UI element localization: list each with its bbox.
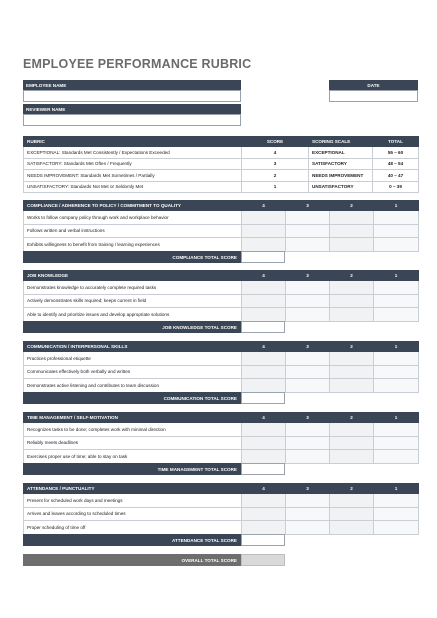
employee-name-label: EMPLOYEE NAME (26, 82, 67, 88)
criteria-text: Works to follow company policy through work and workplace behavior (24, 211, 242, 225)
date-header (329, 80, 418, 90)
score-column-header: 1 (374, 484, 419, 494)
criteria-text: Communicates effectively both verbally and written (24, 365, 242, 379)
rubric-scale: EXCEPTIONAL (309, 147, 373, 159)
employee-name-field[interactable] (23, 90, 241, 102)
score-cell[interactable] (242, 450, 286, 464)
rubric-description: EXCEPTIONAL: Standards Met Consistently / Expectations Exceeded (24, 147, 242, 159)
reviewer-name-label: REVIEWER NAME (26, 106, 66, 112)
criteria-row (24, 238, 419, 252)
rubric-row (24, 147, 419, 159)
section-header-row (24, 413, 419, 423)
rubric-description: UNSATISFACTORY: Standards Not Met or Seldomly Met (24, 181, 242, 193)
overall-total-label (23, 554, 241, 566)
criteria-row (24, 224, 419, 238)
criteria-row (24, 294, 419, 308)
score-cell[interactable] (242, 436, 286, 450)
rubric-scale: SATISFACTORY (309, 158, 373, 170)
rubric-row (24, 170, 419, 182)
section-total-text: JOB KNOWLEDGE TOTAL SCORE (162, 324, 237, 330)
score-column-header: 2 (330, 413, 374, 423)
score-column-header: 4 (242, 413, 286, 423)
score-column-header: 1 (374, 271, 419, 281)
rubric-scale: NEEDS IMPROVEMENT (309, 170, 373, 182)
criteria-row (24, 211, 419, 225)
score-cell[interactable] (286, 352, 330, 366)
score-column-header: 4 (242, 484, 286, 494)
rubric-total: 0 – 39 (373, 181, 419, 193)
rubric-total: 48 – 54 (373, 158, 419, 170)
score-cell[interactable] (286, 507, 330, 521)
section-total-text: COMPLIANCE TOTAL SCORE (172, 254, 237, 260)
score-cell[interactable] (374, 238, 419, 252)
score-column-header: 2 (330, 342, 374, 352)
criteria-text: Demonstrates knowledge to accurately complete required tasks (24, 281, 242, 295)
score-cell[interactable] (374, 521, 419, 535)
score-cell[interactable] (330, 281, 374, 295)
criteria-text: Arrives and leaves according to scheduled times (24, 507, 242, 521)
criteria-row (24, 352, 419, 366)
score-column-header: 4 (242, 201, 286, 211)
score-cell[interactable] (286, 436, 330, 450)
score-cell[interactable] (330, 436, 374, 450)
section-table (23, 412, 419, 464)
score-column-header: 1 (374, 201, 419, 211)
score-cell[interactable] (374, 352, 419, 366)
score-cell[interactable] (286, 423, 330, 437)
criteria-row (24, 308, 419, 322)
score-column-header: 3 (286, 271, 330, 281)
rubric-row (24, 181, 419, 193)
score-column-header: 3 (286, 413, 330, 423)
criteria-row (24, 521, 419, 535)
score-column-header: 3 (286, 201, 330, 211)
section-header-row (24, 271, 419, 281)
section-title: COMPLIANCE / ADHERENCE TO POLICY / COMMITMENT TO QUALITY (24, 201, 242, 211)
score-cell[interactable] (286, 281, 330, 295)
section-table (23, 341, 419, 393)
rubric-score: 1 (242, 181, 309, 193)
rubric-score: 3 (242, 158, 309, 170)
score-cell[interactable] (286, 211, 330, 225)
criteria-row (24, 494, 419, 508)
criteria-row (24, 450, 419, 464)
score-cell[interactable] (242, 224, 286, 238)
score-column-header: 1 (374, 413, 419, 423)
date-field[interactable] (329, 90, 418, 102)
score-cell[interactable] (286, 379, 330, 393)
reviewer-name-field[interactable] (23, 114, 241, 126)
score-cell[interactable] (374, 450, 419, 464)
score-cell[interactable] (330, 238, 374, 252)
overall-total-text: OVERALL TOTAL SCORE (181, 557, 237, 563)
section-total-label (23, 463, 241, 475)
score-column-header: 1 (374, 342, 419, 352)
score-cell[interactable] (330, 450, 374, 464)
score-cell[interactable] (286, 238, 330, 252)
rubric-description: SATISFACTORY: Standards Met Often / Frequently (24, 158, 242, 170)
section-total-field[interactable] (241, 534, 285, 546)
section-total-label (23, 251, 241, 263)
score-cell[interactable] (242, 365, 286, 379)
section-header-row (24, 201, 419, 211)
score-cell[interactable] (374, 224, 419, 238)
score-cell[interactable] (286, 365, 330, 379)
score-cell[interactable] (330, 423, 374, 437)
score-cell[interactable] (374, 281, 419, 295)
score-cell[interactable] (374, 507, 419, 521)
score-cell[interactable] (242, 423, 286, 437)
criteria-text: Recognizes tasks to be done; completes work with minimal direction (24, 423, 242, 437)
score-cell[interactable] (330, 308, 374, 322)
criteria-text: Present for scheduled work days and meetings (24, 494, 242, 508)
criteria-text: Exhibits willingness to benefit from training / learning experiences (24, 238, 242, 252)
section-header-row (24, 342, 419, 352)
rubric-header-row (24, 137, 419, 147)
score-cell[interactable] (374, 308, 419, 322)
employee-name-header (23, 80, 241, 90)
score-cell[interactable] (242, 308, 286, 322)
score-cell[interactable] (330, 211, 374, 225)
rubric-score: 4 (242, 147, 309, 159)
reviewer-name-header (23, 104, 241, 114)
score-cell[interactable] (286, 294, 330, 308)
score-cell[interactable] (374, 211, 419, 225)
criteria-text: Actively demonstrates skills required; keeps current in field (24, 294, 242, 308)
score-cell[interactable] (330, 352, 374, 366)
score-column-header: 3 (286, 484, 330, 494)
score-cell[interactable] (330, 294, 374, 308)
section-table (23, 270, 419, 322)
page-title: EMPLOYEE PERFORMANCE RUBRIC (23, 57, 252, 71)
criteria-row (24, 365, 419, 379)
rubric-total: 55 – 60 (373, 147, 419, 159)
criteria-text: Demonstrates active listening and contributes to team discussion (24, 379, 242, 393)
score-cell[interactable] (374, 379, 419, 393)
score-cell[interactable] (242, 521, 286, 535)
score-cell[interactable] (374, 494, 419, 508)
criteria-text: Follows written and verbal instructions (24, 224, 242, 238)
score-cell[interactable] (286, 494, 330, 508)
score-column-header: 3 (286, 342, 330, 352)
section-title: JOB KNOWLEDGE (24, 271, 242, 281)
total-header: TOTAL (373, 137, 419, 147)
score-cell[interactable] (242, 507, 286, 521)
section-header-row (24, 484, 419, 494)
criteria-row (24, 423, 419, 437)
rubric-total: 40 – 47 (373, 170, 419, 182)
score-cell[interactable] (374, 423, 419, 437)
score-cell[interactable] (330, 379, 374, 393)
score-cell[interactable] (330, 507, 374, 521)
score-cell[interactable] (242, 294, 286, 308)
rubric-table (23, 136, 419, 193)
overall-total-field[interactable] (241, 554, 285, 566)
criteria-text: Reliably meets deadlines (24, 436, 242, 450)
section-total-text: ATTENDANCE TOTAL SCORE (172, 537, 237, 543)
section-total-field[interactable] (241, 392, 285, 404)
score-column-header: 2 (330, 484, 374, 494)
score-cell[interactable] (330, 494, 374, 508)
scoring-scale-header: SCORING SCALE (309, 137, 373, 147)
section-title: COMMUNICATION / INTERPERSONAL SKILLS (24, 342, 242, 352)
rubric-row (24, 158, 419, 170)
section-total-text: TIME MANAGEMENT TOTAL SCORE (157, 466, 237, 472)
score-cell[interactable] (286, 224, 330, 238)
score-cell[interactable] (330, 521, 374, 535)
score-cell[interactable] (242, 352, 286, 366)
section-table (23, 200, 419, 252)
section-total-label (23, 392, 241, 404)
section-total-label (23, 321, 241, 333)
score-cell[interactable] (374, 436, 419, 450)
score-cell[interactable] (242, 238, 286, 252)
score-cell[interactable] (242, 379, 286, 393)
section-title: TIME MANAGEMENT / SELF-MOTIVATION (24, 413, 242, 423)
rubric-score: 2 (242, 170, 309, 182)
score-cell[interactable] (242, 211, 286, 225)
score-cell[interactable] (286, 308, 330, 322)
criteria-row (24, 379, 419, 393)
rubric-header: RUBRIC (24, 137, 242, 147)
date-label: DATE (367, 82, 380, 88)
section-table (23, 483, 419, 535)
section-title: ATTENDANCE / PUNCTUALITY (24, 484, 242, 494)
section-total-field[interactable] (241, 251, 285, 263)
score-column-header: 4 (242, 342, 286, 352)
score-column-header: 2 (330, 271, 374, 281)
criteria-row (24, 281, 419, 295)
score-cell[interactable] (286, 450, 330, 464)
rubric-scale: UNSATISFACTORY (309, 181, 373, 193)
score-header: SCORE (242, 137, 309, 147)
section-total-label (23, 534, 241, 546)
score-column-header: 4 (242, 271, 286, 281)
section-total-field[interactable] (241, 463, 285, 475)
section-total-text: COMMUNICATION TOTAL SCORE (163, 395, 237, 401)
score-cell[interactable] (330, 224, 374, 238)
score-cell[interactable] (374, 365, 419, 379)
criteria-text: Exercises proper use of time; able to stay on task (24, 450, 242, 464)
section-total-field[interactable] (241, 321, 285, 333)
score-cell[interactable] (242, 494, 286, 508)
score-column-header: 2 (330, 201, 374, 211)
score-cell[interactable] (242, 281, 286, 295)
score-cell[interactable] (330, 365, 374, 379)
rubric-description: NEEDS IMPROVEMENT: Standards Met Sometimes / Partially (24, 170, 242, 182)
criteria-row (24, 507, 419, 521)
score-cell[interactable] (374, 294, 419, 308)
score-cell[interactable] (286, 521, 330, 535)
criteria-row (24, 436, 419, 450)
criteria-text: Able to identify and prioritize issues and develop appropriate solutions (24, 308, 242, 322)
criteria-text: Practices professional etiquette (24, 352, 242, 366)
criteria-text: Proper scheduling of time off (24, 521, 242, 535)
